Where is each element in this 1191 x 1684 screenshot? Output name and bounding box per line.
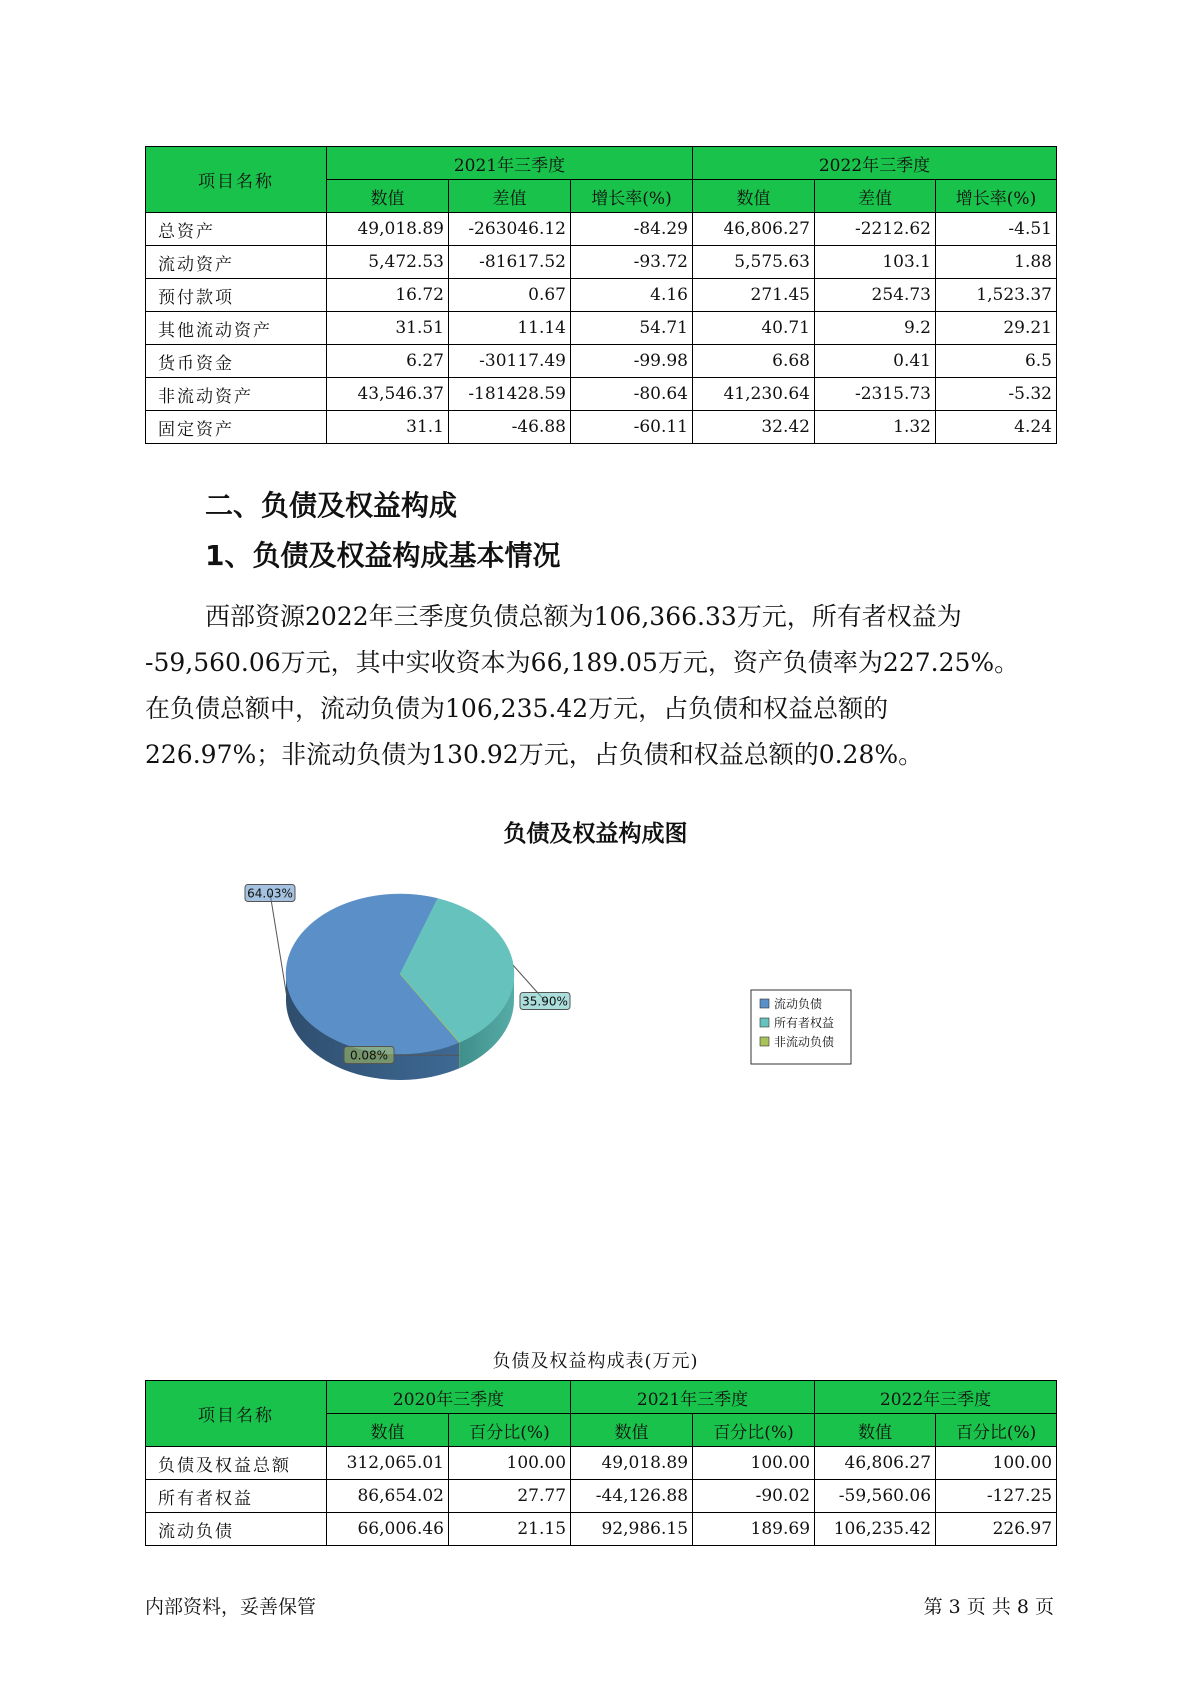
- table-cell: 49,018.89: [571, 1447, 693, 1480]
- table-row: [146, 1447, 1057, 1480]
- table-cell: -93.72: [571, 246, 693, 279]
- table-cell: 31.51: [327, 312, 449, 345]
- table-cell: -60.11: [571, 411, 693, 444]
- row-label: 负债及权益总额: [146, 1447, 327, 1480]
- paragraph-line: 在负债总额中，流动负债为106,235.42万元，占负债和权益总额的: [145, 694, 889, 723]
- table-cell: -30117.49: [449, 345, 571, 378]
- table-cell: -181428.59: [449, 378, 571, 411]
- table-row: [146, 213, 1057, 246]
- table-cell: 100.00: [693, 1447, 815, 1480]
- period-header: 2022年三季度: [693, 147, 1057, 180]
- table-cell: 29.21: [936, 312, 1057, 345]
- legend-label: 所有者权益: [774, 1016, 835, 1030]
- table-cell: -127.25: [936, 1480, 1057, 1513]
- table-row: [146, 378, 1057, 411]
- table-cell: 100.00: [936, 1447, 1057, 1480]
- table-cell: 92,986.15: [571, 1513, 693, 1546]
- column-header: 差值: [449, 180, 571, 213]
- table-cell: 271.45: [693, 279, 815, 312]
- table-cell: 31.1: [327, 411, 449, 444]
- paragraph-line: 西部资源2022年三季度负债总额为106,366.33万元，所有者权益为: [205, 602, 962, 631]
- column-header: 百分比(%): [449, 1414, 571, 1447]
- table-cell: 100.00: [449, 1447, 571, 1480]
- table-cell: -2212.62: [815, 213, 936, 246]
- table-cell: -46.88: [449, 411, 571, 444]
- table-row: [146, 279, 1057, 312]
- table-cell: 66,006.46: [327, 1513, 449, 1546]
- liability-equity-table-body: [146, 1447, 1057, 1546]
- table-cell: -59,560.06: [815, 1480, 936, 1513]
- table-cell: -5.32: [936, 378, 1057, 411]
- table-cell: -99.98: [571, 345, 693, 378]
- table-cell: 16.72: [327, 279, 449, 312]
- table-cell: 41,230.64: [693, 378, 815, 411]
- table-cell: -263046.12: [449, 213, 571, 246]
- table-cell: 0.41: [815, 345, 936, 378]
- section-subtitle: 1、负债及权益构成基本情况: [205, 539, 561, 572]
- row-label: 货币资金: [146, 345, 327, 378]
- table-cell: 40.71: [693, 312, 815, 345]
- table-cell: -90.02: [693, 1480, 815, 1513]
- table-cell: 46,806.27: [815, 1447, 936, 1480]
- period-header: 2021年三季度: [571, 1381, 815, 1414]
- table-row: [146, 345, 1057, 378]
- table-row: [146, 246, 1057, 279]
- data-label: 35.90%: [522, 994, 568, 1009]
- table-cell: 27.77: [449, 1480, 571, 1513]
- table-cell: 106,235.42: [815, 1513, 936, 1546]
- table-cell: -4.51: [936, 213, 1057, 246]
- table-cell: 103.1: [815, 246, 936, 279]
- table-cell: 6.27: [327, 345, 449, 378]
- table-cell: 1,523.37: [936, 279, 1057, 312]
- footer-page-number: 第 3 页 共 8 页: [923, 1596, 1054, 1618]
- table-cell: 312,065.01: [327, 1447, 449, 1480]
- table-cell: -2315.73: [815, 378, 936, 411]
- column-header: 百分比(%): [936, 1414, 1057, 1447]
- row-label: 总资产: [146, 213, 327, 246]
- period-header: 2022年三季度: [815, 1381, 1057, 1414]
- table-cell: 32.42: [693, 411, 815, 444]
- liability-equity-table: [145, 1380, 1057, 1546]
- table-cell: 189.69: [693, 1513, 815, 1546]
- label-leader-line: [270, 893, 287, 995]
- column-header: 数值: [571, 1414, 693, 1447]
- pie-chart: [0, 880, 1191, 1180]
- table-row: [146, 1480, 1057, 1513]
- column-header: 差值: [815, 180, 936, 213]
- table-cell: -81617.52: [449, 246, 571, 279]
- table-row: [146, 411, 1057, 444]
- data-label: 0.08%: [349, 1048, 389, 1063]
- row-label: 其他流动资产: [146, 312, 327, 345]
- legend-swatch: [760, 1018, 769, 1027]
- table-cell: 11.14: [449, 312, 571, 345]
- column-header: 增长率(%): [936, 180, 1057, 213]
- table-cell: 5,575.63: [693, 246, 815, 279]
- legend-label: 非流动负债: [774, 1035, 835, 1049]
- item-name-header: 项目名称: [146, 147, 327, 213]
- table-cell: 1.88: [936, 246, 1057, 279]
- table-cell: 9.2: [815, 312, 936, 345]
- table-row: [146, 312, 1057, 345]
- table-cell: 4.16: [571, 279, 693, 312]
- period-header: 2021年三季度: [327, 147, 693, 180]
- table-cell: 226.97: [936, 1513, 1057, 1546]
- table-cell: 6.68: [693, 345, 815, 378]
- table-cell: 1.32: [815, 411, 936, 444]
- row-label: 非流动资产: [146, 378, 327, 411]
- legend-swatch: [760, 1037, 769, 1046]
- column-header: 数值: [693, 180, 815, 213]
- table-cell: -84.29: [571, 213, 693, 246]
- asset-table-body: [146, 213, 1057, 444]
- table-cell: -44,126.88: [571, 1480, 693, 1513]
- table-cell: 54.71: [571, 312, 693, 345]
- row-label: 流动资产: [146, 246, 327, 279]
- table-cell: 5,472.53: [327, 246, 449, 279]
- table-cell: 86,654.02: [327, 1480, 449, 1513]
- column-header: 增长率(%): [571, 180, 693, 213]
- period-header: 2020年三季度: [327, 1381, 571, 1414]
- column-header: 数值: [815, 1414, 936, 1447]
- table-row: [146, 1513, 1057, 1546]
- column-header: 数值: [327, 1414, 449, 1447]
- table-cell: 43,546.37: [327, 378, 449, 411]
- table-cell: 254.73: [815, 279, 936, 312]
- chart-legend: [751, 990, 851, 1064]
- column-header: 百分比(%): [693, 1414, 815, 1447]
- table-cell: 46,806.27: [693, 213, 815, 246]
- row-label: 固定资产: [146, 411, 327, 444]
- column-header: 数值: [327, 180, 449, 213]
- data-label: 64.03%: [247, 886, 293, 901]
- table-cell: 4.24: [936, 411, 1057, 444]
- asset-table: [145, 146, 1057, 444]
- row-label: 预付款项: [146, 279, 327, 312]
- paragraph-line: 226.97%；非流动负债为130.92万元，占负债和权益总额的0.28%。: [145, 740, 924, 769]
- table-cell: 21.15: [449, 1513, 571, 1546]
- legend-swatch: [760, 999, 769, 1008]
- item-name-header: 项目名称: [146, 1381, 327, 1447]
- body-paragraph: [145, 594, 1065, 778]
- row-label: 流动负债: [146, 1513, 327, 1546]
- legend-label: 流动负债: [774, 997, 823, 1011]
- table-cell: 49,018.89: [327, 213, 449, 246]
- table-cell: 6.5: [936, 345, 1057, 378]
- chart-title: 负债及权益构成图: [503, 821, 688, 847]
- paragraph-line: -59,560.06万元，其中实收资本为66,189.05万元，资产负债率为227.25%。: [145, 648, 1020, 677]
- table-cell: -80.64: [571, 378, 693, 411]
- table-caption: 负债及权益构成表(万元): [492, 1351, 699, 1372]
- section-title: 二、负债及权益构成: [205, 489, 458, 522]
- table-cell: 0.67: [449, 279, 571, 312]
- footer-confidential: 内部资料，妥善保管: [145, 1596, 317, 1618]
- row-label: 所有者权益: [146, 1480, 327, 1513]
